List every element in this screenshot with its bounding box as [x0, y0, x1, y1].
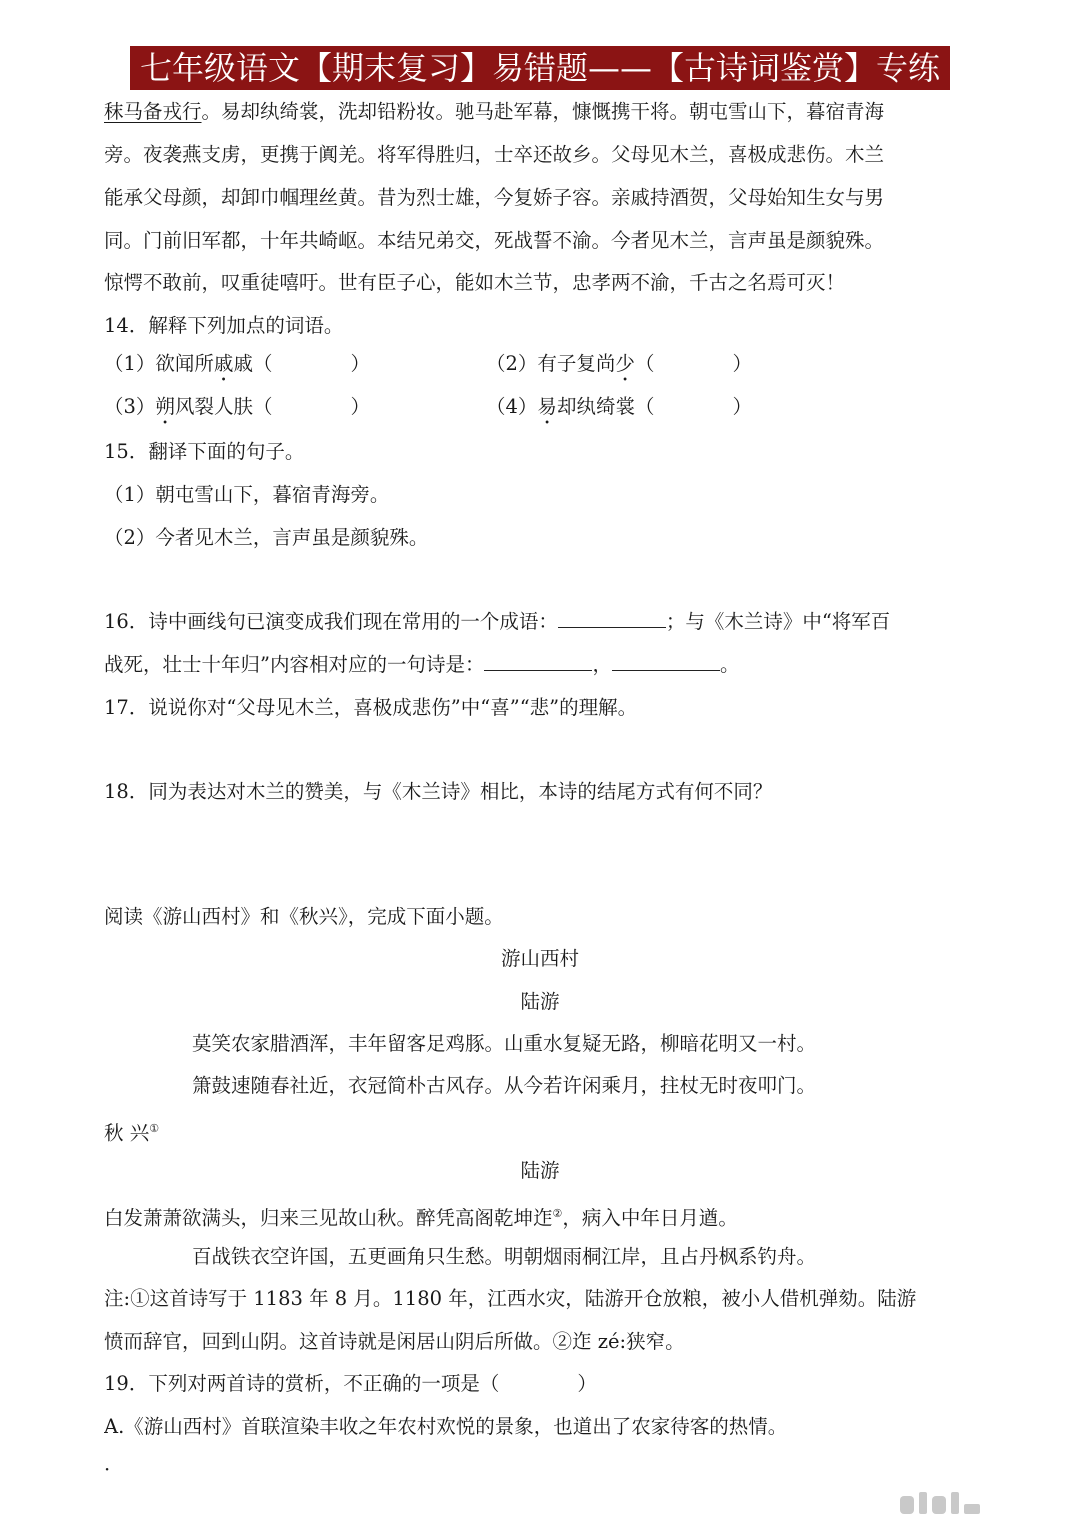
q14-item-4: （4）易却纨绮裳（ ） [486, 395, 752, 418]
toolbar-bar [900, 1496, 914, 1514]
question-15-sentence-1: （1）朝屯雪山下，暮宿青海旁。 [104, 483, 390, 506]
poem-1-title: 游山西村 [500, 947, 579, 970]
poem-1-line-1: 莫笑农家腊酒浑，丰年留客足鸡豚。山重水复疑无路，柳暗花明又一村。 [192, 1032, 817, 1055]
poem-2-line-2: 百战铁衣空许国，五更画角只生愁。明朝烟雨桐江岸，且占丹枫系钓舟。 [192, 1245, 817, 1268]
q14-item-3: （3）朔风裂人肤（ ） [104, 395, 370, 418]
toolbar-bar [951, 1492, 959, 1514]
passage-line-2: 旁。夜袭燕支虏，更携于阗羌。将军得胜归，士卒还故乡。父母见木兰，喜极成悲伤。木兰 [104, 143, 885, 166]
passage-line-4: 同。门前旧军都，十年共崎岖。本结兄弟交，死战誓不渝。今者见木兰，言声虽是颜貌殊。 [104, 229, 885, 252]
q14-item-1: （1）欲闻所戚戚（ ） [104, 352, 370, 375]
answer-blank[interactable] [484, 650, 592, 671]
poem-2-title: 秋 兴① [104, 1121, 160, 1145]
question-16-line-2: 战死，壮士十年归”内容相对应的一句诗是： ， 。 [104, 650, 984, 680]
question-19-stem: 19．下列对两首诗的赏析，不正确的一项是（ ） [104, 1372, 597, 1395]
passage-line-5: 惊愕不敢前，叹重徒嘻吁。世有臣子心，能如木兰节，忠孝两不渝，千古之名焉可灭！ [104, 271, 846, 294]
poem-2-line-1: 白发萧萧欲满头，归来三见故山秋。醉凭高阁乾坤迮②，病入中年日月遒。 [104, 1206, 738, 1230]
toolbar-bar [932, 1496, 946, 1514]
toolbar-bar [964, 1504, 980, 1514]
poem-1-line-2: 箫鼓速随春社近，衣冠简朴古风存。从今若许闲乘月，拄杖无时夜叩门。 [192, 1074, 817, 1097]
question-17: 17．说说你对“父母见木兰，喜极成悲伤”中“喜”“悲”的理解。 [104, 696, 638, 719]
question-15-stem: 15．翻译下面的句子。 [104, 440, 305, 463]
bottom-toolbar-icon[interactable] [900, 1492, 980, 1514]
footnote-marker: ② [552, 1207, 563, 1220]
question-15-sentence-2: （2）今者见木兰，言声虽是颜貌殊。 [104, 526, 429, 549]
toolbar-bar [919, 1492, 927, 1514]
answer-blank[interactable] [612, 650, 720, 671]
question-14-stem: 14．解释下列加点的词语。 [104, 314, 344, 337]
q14-item-2: （2）有子复尚少（ ） [486, 352, 752, 375]
trailing-dot: · [104, 1458, 111, 1481]
question-16-line-1: 16．诗中画线句已演变成我们现在常用的一个成语： ；与《木兰诗》中“将军百 [104, 607, 984, 637]
footnote-line-1: 注:①这首诗写于 1183 年 8 月。1180 年，江西水灾，陆游开仓放粮，被小人借机弹劾。陆游 [104, 1287, 917, 1310]
passage-line-3: 能承父母颜，却卸巾帼理丝黄。昔为烈士雄，今复娇子容。亲戚持酒贺，父母始知生女与男 [104, 186, 885, 209]
question-18: 18．同为表达对木兰的赞美，与《木兰诗》相比，本诗的结尾方式有何不同？ [104, 780, 773, 803]
question-19-option-a: A.《游山西村》首联渲染丰收之年农村欢悦的景象，也道出了农家待客的热情。 [104, 1415, 788, 1438]
reading-intro: 阅读《游山西村》和《秋兴》，完成下面小题。 [104, 905, 504, 928]
underlined-phrase: 秣马备戎行 [104, 100, 202, 123]
poem-2-author: 陆游 [520, 1159, 560, 1182]
footnote-line-2: 愤而辞官，回到山阴。这首诗就是闲居山阴后所做。②迮 zé:狭窄。 [104, 1330, 685, 1353]
passage-line-1: 秣马备戎行。易却纨绮裳，洗却铅粉妆。驰马赴军幕，慷慨携干将。朝屯雪山下，暮宿青海 [104, 100, 885, 123]
poem-1-author: 陆游 [520, 990, 560, 1013]
page-title-banner: 七年级语文【期末复习】易错题——【古诗词鉴赏】专练 [130, 46, 950, 90]
question-14-row-2 [104, 392, 984, 429]
question-14-row-1 [104, 349, 984, 386]
footnote-marker: ① [149, 1122, 160, 1135]
answer-blank[interactable] [558, 607, 666, 628]
